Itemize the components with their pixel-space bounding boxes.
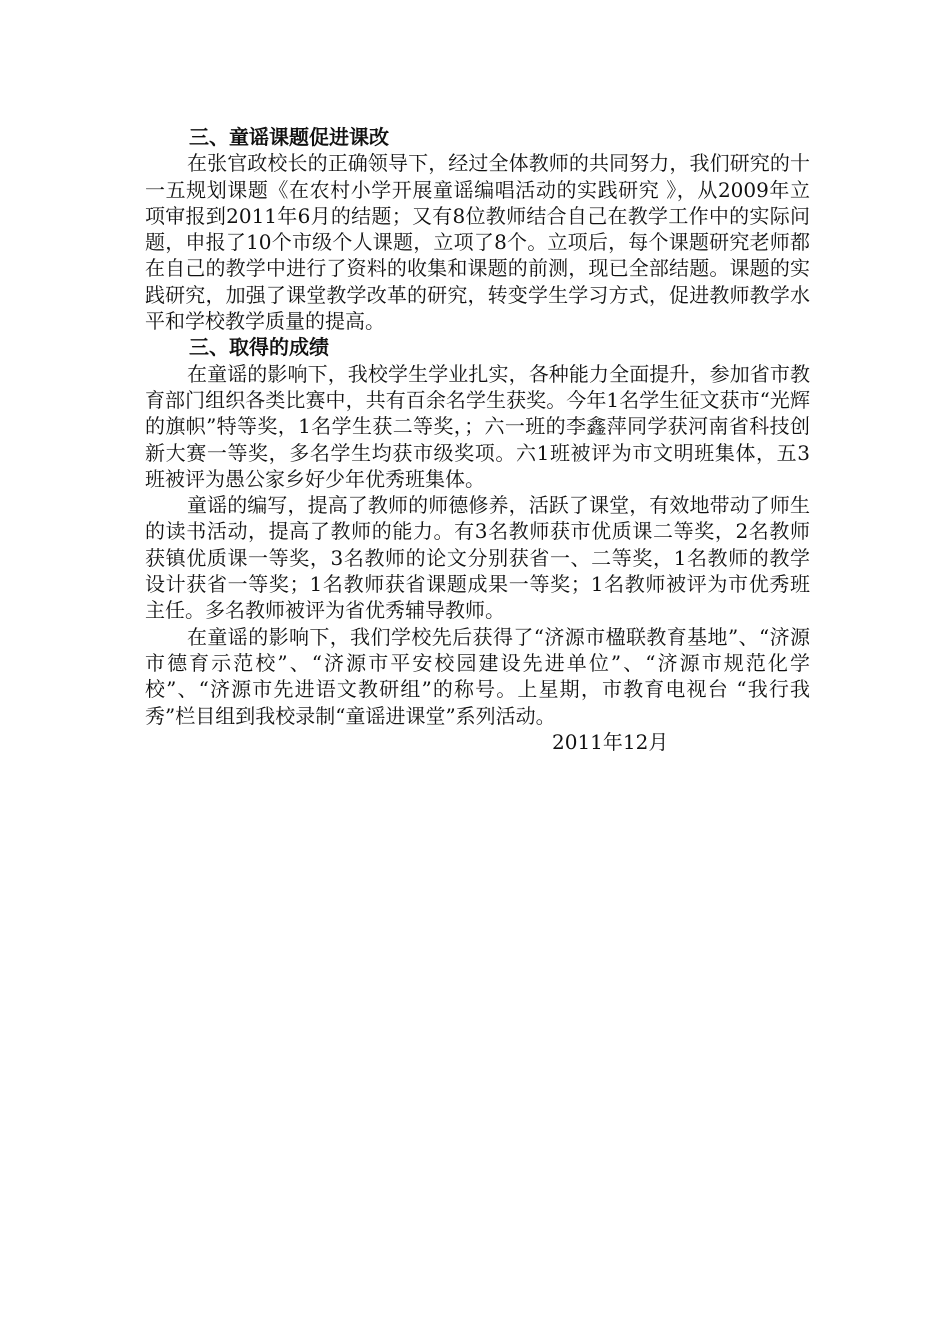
paragraph-research: 在张官政校长的正确领导下，经过全体教师的共同努力，我们研究的十一五规划课题《在农村小学开展童谣编唱活动的实践研究 》，从2009年立项审报到2011年6月的结题；又有8位教师结合自己在教学工作中的实际问题，申报了10个市级个人课题，立项了8个。立项后，每个课题研究老师都在自己的教学中进行了资料的收集和课题的前测，现已全部结题。课题的实践研究，加强了课堂教学改革的研究，转变学生学习方式，促进教师教学水平和学校教学质量的提高。 — [145, 151, 810, 334]
paragraph-teacher-awards: 童谣的编写，提高了教师的师德修养，活跃了课堂，有效地带动了师生的读书活动，提高了教师的能力。有3名教师获市优质课二等奖，2名教师获镇优质课一等奖，3名教师的论文分别获省一、二等奖，1名教师的教学设计获省一等奖；1名教师获省课题成果一等奖；1名教师被评为市优秀班主任。多名教师被评为省优秀辅导教师。 — [145, 493, 810, 623]
section-heading-achievements: 三、取得的成绩 — [189, 335, 329, 360]
section-heading-research: 三、童谣课题促进课改 — [189, 125, 389, 149]
document-body — [145, 124, 810, 755]
paragraph-student-awards: 在童谣的影响下，我校学生学业扎实，各种能力全面提升，参加省市教育部门组织各类比赛中，共有百余名学生获奖。今年1名学生征文获市“光辉的旗帜”特等奖，1名学生获二等奖，；六一班的李鑫萍同学获河南省科技创新大赛一等奖，多名学生均获市级奖项。六1班被评为市文明班集体，五3班被评为愚公家乡好少年优秀班集体。 — [145, 361, 810, 491]
document-date: 2011年12月 — [552, 729, 669, 754]
paragraph-school-honors: 在童谣的影响下，我们学校先后获得了“济源市楹联教育基地”、“济源市德育示范校”、“济源市平安校园建设先进单位”、“济源市规范化学校”、“济源市先进语文教研组”的称号。上星期，市教育电视台 “我行我秀”栏目组到我校录制“童谣进课堂”系列活动。 — [145, 624, 810, 728]
